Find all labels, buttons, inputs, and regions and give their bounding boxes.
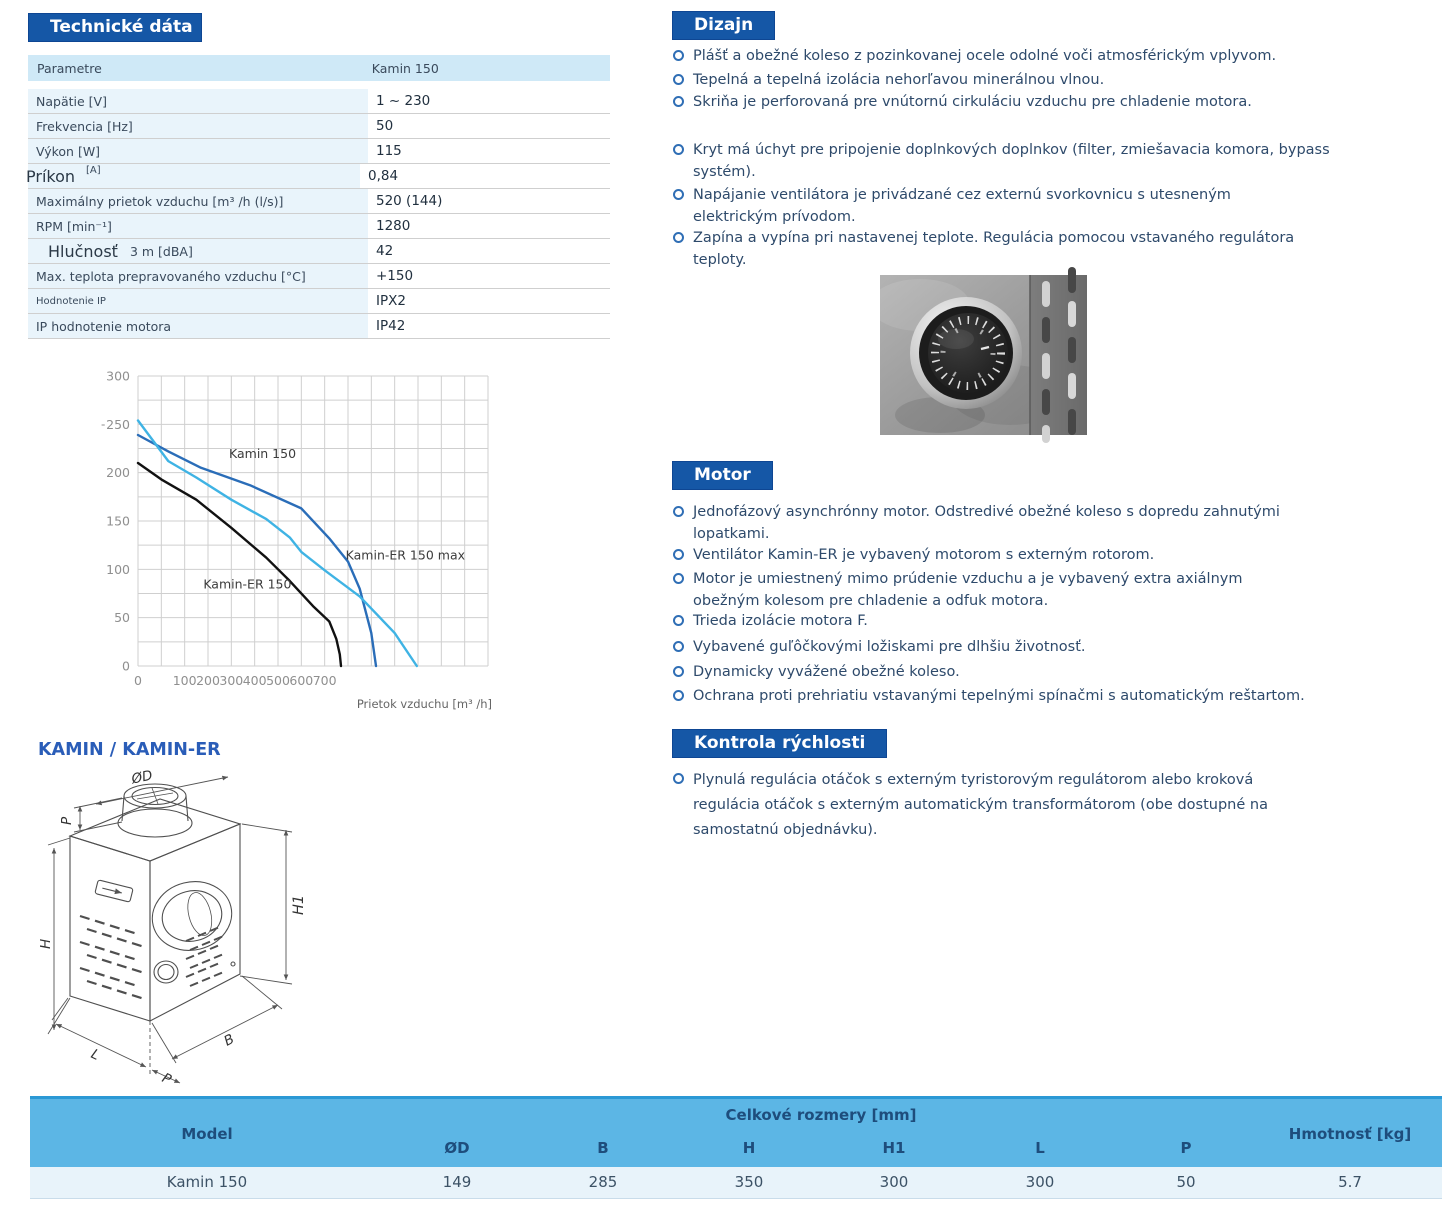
bullet-text: Dynamicky vyvážené obežné koleso.: [693, 664, 960, 680]
dims-table-header: [30, 1096, 1442, 1167]
spec-label: Hlučnosť: [48, 241, 118, 261]
spec-value: +150: [376, 268, 414, 284]
spec-label-unit: [A]: [86, 164, 101, 176]
bullet-icon: [673, 506, 684, 517]
spec-row: [28, 114, 610, 139]
spec-label: Hodnotenie IP: [36, 295, 106, 307]
dims-col-b: B: [597, 1139, 609, 1157]
spec-label: Príkon: [26, 166, 76, 186]
svg-text:0: 0: [134, 673, 142, 688]
bullet-text: Plynulá regulácia otáčok s externým tyristorovým regulátorom alebo kroková regulácia otáčok s externým automatickým transformátorom (obe dostupné na samostatnú objednávku).: [693, 772, 1268, 838]
spec-row: [28, 164, 610, 189]
airflow-arrow-badge: [95, 880, 133, 902]
bullet-icon: [673, 615, 684, 626]
spec-label: RPM [min⁻¹]: [36, 218, 112, 234]
vent-slots: [186, 928, 222, 986]
section-header-motor: [672, 461, 773, 490]
section-title: Kontrola rýchlosti: [694, 733, 866, 753]
dims-col-h: H: [742, 1139, 756, 1157]
bullet-text: Kryt má úchyt pre pripojenie doplnkových doplnkov (filter, zmiešavacia komora, bypass systém).: [693, 142, 1330, 180]
bullet-item: [672, 45, 1276, 67]
spec-value: 520 (144): [376, 193, 443, 209]
spec-label: Frekvencia [Hz]: [36, 118, 133, 134]
svg-text:Kamin 150: Kamin 150: [229, 446, 297, 462]
dims-weight-value: 5.7: [1338, 1173, 1362, 1191]
spec-table: [28, 55, 610, 339]
spec-row: [28, 214, 610, 239]
svg-text:200: 200: [196, 673, 220, 688]
spec-label: Maximálny prietok vzduchu [m³ /h (l/s)]: [36, 193, 284, 209]
dims-col-l: L: [1035, 1139, 1045, 1157]
bullet-icon: [673, 96, 684, 107]
bullet-text: Ochrana proti prehriatiu vstavanými tepelnými spínačmi s automatickým reštartom.: [693, 688, 1305, 704]
section-title: Technické dáta: [50, 17, 193, 37]
spec-col-model: Kamin 150: [371, 60, 439, 76]
svg-text:500: 500: [266, 673, 290, 688]
bullet-icon: [673, 666, 684, 677]
dims-col-h1: H1: [882, 1139, 906, 1157]
dims-p-value: 50: [1176, 1173, 1196, 1191]
bullet-icon: [673, 549, 684, 560]
bullet-item: [672, 661, 960, 683]
spec-value: IP42: [376, 318, 406, 334]
bullet-text: Motor je umiestnený mimo prúdenie vzduchu a je vybavený extra axiálnym obežným kolesom pre chladenie a odfuk motora.: [693, 571, 1243, 609]
dims-group-header: Celkové rozmery [mm]: [725, 1106, 917, 1124]
bullet-text: Ventilátor Kamin-ER je vybavený motorom s externým rotorom.: [693, 547, 1155, 563]
dim-label-p-bottom: P: [159, 1070, 174, 1089]
thermostat-knob-photo: [880, 275, 1087, 435]
bullet-item: [672, 685, 1305, 707]
dims-table-row: [30, 1167, 1442, 1199]
section-header-technical-data: [28, 13, 202, 42]
dims-col-od: ØD: [444, 1139, 470, 1157]
svg-text:Kamin-ER 150 max: Kamin-ER 150 max: [345, 547, 466, 563]
spec-col-parametre: Parametre: [37, 60, 102, 76]
spec-row: [28, 139, 610, 164]
dims-col-p: P: [1180, 1139, 1192, 1157]
svg-text:300: 300: [219, 673, 244, 688]
svg-text:300: 300: [106, 368, 130, 384]
spec-row: [28, 289, 610, 314]
spec-value: 42: [376, 243, 394, 259]
spec-label-unit: 3 m [dBA]: [129, 243, 193, 259]
bullet-item: [672, 139, 1337, 183]
bullet-icon: [673, 144, 684, 155]
svg-text:Kamin-ER 150: Kamin-ER 150: [203, 576, 292, 592]
bullet-text: Trieda izolácie motora F.: [693, 613, 868, 629]
bullet-text: Zapína a vypína pri nastavenej teplote. Regulácia pomocou vstavaného regulátora teploty.: [693, 230, 1295, 268]
bullet-item: [672, 501, 1337, 545]
bullet-text: Jednofázový asynchrónny motor. Odstredivé obežné koleso s dopredu zahnutými lopatkami.: [693, 504, 1280, 542]
bullet-item: [672, 184, 1312, 228]
dims-col-model: Model: [181, 1125, 233, 1143]
bullet-icon: [673, 641, 684, 652]
svg-text:100: 100: [172, 673, 197, 688]
dim-label-p-top: P: [59, 816, 75, 825]
bullet-icon: [673, 573, 684, 584]
bullet-icon: [673, 690, 684, 701]
dims-h-value: 350: [734, 1173, 764, 1191]
svg-text:150: 150: [106, 513, 130, 529]
dims-l-value: 300: [1025, 1173, 1055, 1191]
performance-chart: [96, 364, 506, 716]
spec-value: 0,84: [368, 168, 399, 184]
section-header-speed-control: [672, 729, 887, 758]
speed-bullets: [672, 768, 1337, 838]
spec-row: [28, 189, 610, 214]
spec-value: 1280: [376, 218, 411, 234]
bullet-item: [672, 610, 868, 632]
dim-label-l: L: [88, 1046, 103, 1064]
bullet-icon: [673, 232, 684, 243]
bullet-item: [672, 768, 1332, 843]
spec-value: 115: [376, 143, 402, 159]
svg-text:50: 50: [114, 610, 130, 626]
dims-b-value: 285: [588, 1173, 618, 1191]
spec-table-header: [28, 55, 610, 81]
box-left-face: [70, 836, 150, 1021]
dims-od-value: 149: [442, 1173, 472, 1191]
product-title: KAMIN / KAMIN-ER: [38, 740, 221, 760]
svg-text:600: 600: [289, 673, 314, 688]
dims-col-weight: Hmotnosť [kg]: [1288, 1125, 1412, 1143]
dizajn-bullets: [672, 45, 1337, 268]
box-right-face: [150, 824, 240, 1021]
dim-label-h: H: [38, 938, 54, 949]
spec-value: IPX2: [376, 293, 406, 309]
spec-row: [28, 89, 610, 114]
dim-label-h1: H1: [291, 894, 307, 915]
section-header-dizajn: [672, 11, 775, 40]
dims-h1-value: 300: [879, 1173, 909, 1191]
spec-label: Napätie [V]: [36, 93, 107, 109]
spec-row: [28, 264, 610, 289]
bullet-text: Plášť a obežné koleso z pozinkovanej ocele odolné voči atmosférickým vplyvom.: [693, 48, 1277, 64]
dims-model-value: Kamin 150: [166, 1173, 248, 1191]
svg-text:700: 700: [312, 673, 337, 688]
svg-text:250: 250: [106, 416, 130, 432]
spec-value: 1 ~ 230: [376, 93, 431, 109]
spec-value: 50: [376, 118, 394, 134]
dial-knob: [928, 313, 1008, 393]
section-title: Motor: [694, 465, 751, 485]
spec-label: Výkon [W]: [36, 143, 101, 159]
dim-label-b: B: [221, 1031, 237, 1050]
dimensional-drawing: [38, 766, 307, 1089]
svg-text:100: 100: [106, 561, 130, 577]
bullet-item: [672, 227, 1337, 271]
section-title: Dizajn: [694, 15, 754, 35]
bullet-text: Napájanie ventilátora je privádzané cez externú svorkovnicu s utesneným elektrickým prívodom.: [693, 187, 1231, 225]
bullet-text: Skriňa je perforovaná pre vnútornú cirkuláciu vzduchu pre chladenie motora.: [693, 94, 1252, 110]
svg-text:-: -: [101, 417, 106, 432]
spec-row: [28, 314, 610, 339]
bullet-icon: [673, 773, 684, 784]
spec-label: IP hodnotenie motora: [36, 318, 172, 334]
bullet-text: Vybavené guľôčkovými ložiskami pre dlhšiu životnosť.: [693, 639, 1086, 655]
bullet-icon: [673, 50, 684, 61]
svg-text:400: 400: [242, 673, 267, 688]
spec-label: Max. teplota prepravovaného vzduchu [°C]: [36, 268, 306, 284]
bullet-item: [672, 544, 1154, 566]
bullet-icon: [673, 189, 684, 200]
bullet-text: Tepelná a tepelná izolácia nehorľavou minerálnou vlnou.: [693, 72, 1105, 88]
bullet-item: [672, 568, 1322, 612]
spigot-flange: [118, 809, 192, 837]
vent-slots: [80, 916, 142, 998]
bullet-item: [672, 69, 1104, 91]
bullet-icon: [673, 74, 684, 85]
perforated-strip: [1030, 275, 1087, 435]
bullet-item: [672, 91, 1252, 113]
side-port: [145, 873, 239, 958]
svg-text:0: 0: [122, 658, 130, 674]
svg-text:200: 200: [106, 465, 130, 481]
bullet-item: [672, 636, 1086, 658]
dim-label-od: ØD: [130, 767, 154, 788]
motor-bullets: [672, 501, 1337, 716]
spec-row: [28, 239, 610, 264]
svg-text:Prietok vzduchu [m³ /h]: Prietok vzduchu [m³ /h]: [356, 697, 492, 711]
